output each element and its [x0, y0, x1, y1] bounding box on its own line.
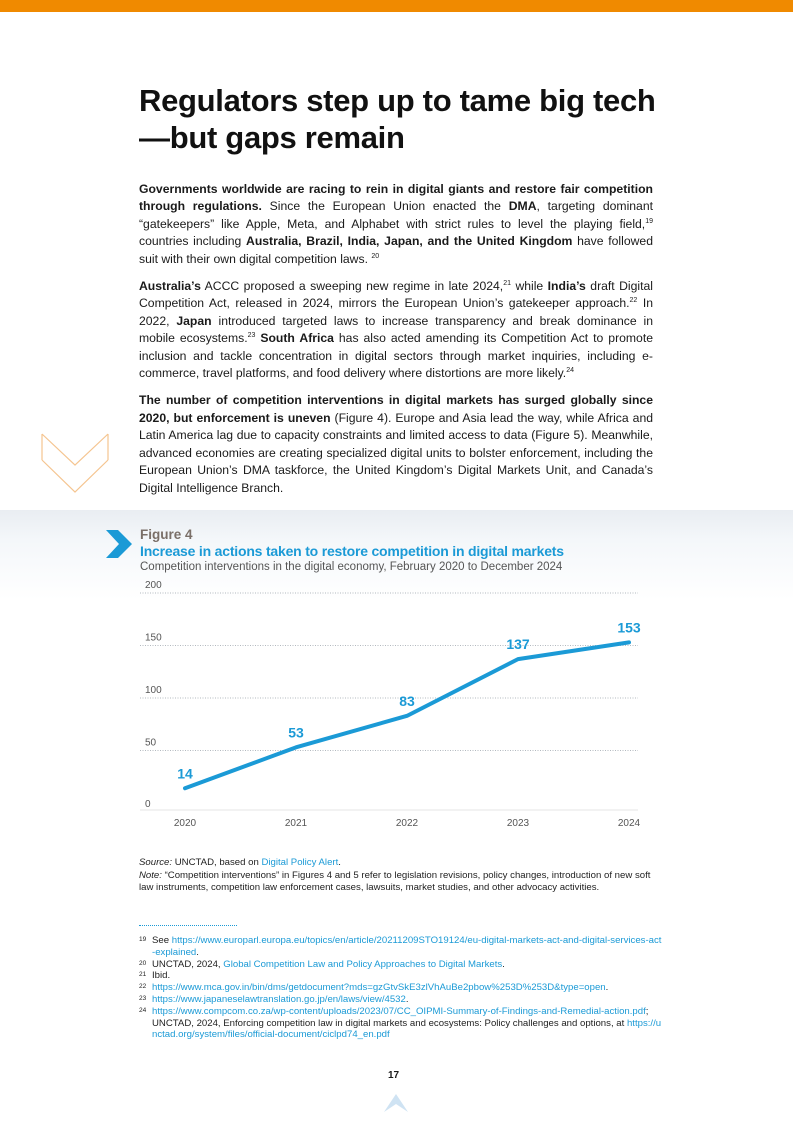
footnote-ref: 20 — [371, 252, 380, 260]
source-text: UNCTAD, based on — [172, 857, 262, 868]
figure-notes — [139, 857, 659, 895]
text-run: introduced targeted laws to increase transparency and break dominance in mobile ecosystems. — [139, 313, 653, 346]
footnote-ref: 24 — [566, 367, 574, 375]
footnote — [139, 982, 664, 994]
text-run: DMA — [508, 199, 537, 214]
note-text: “Competition interventions” in Figures 4 and 5 refer to legislation revisions, policy changes, introduction of new soft law instruments, competition law enforcement cases, lawsuits, market studies, and other advocacy activities. — [139, 869, 651, 894]
data-label: 53 — [288, 724, 304, 741]
footnote-text: See — [152, 935, 172, 946]
footnote-text: ; UNCTAD, 2024, Enforcing competition law in digital markets and ecosystems: Policy challenges and options, at — [152, 1005, 649, 1029]
footnote-number: 23 — [139, 994, 147, 1002]
text-run: Australia’s — [139, 279, 201, 294]
figure-label: Figure 4 — [140, 527, 193, 542]
text-run: Japan — [176, 313, 212, 328]
footnote-number: 22 — [139, 983, 147, 991]
footnote-link[interactable]: https://www.compcom.co.za/wp-content/uploads/2023/07/CC_OIPMI-Summary-of-Findings-and-Remedial-action.pdf — [152, 1005, 646, 1017]
footnote — [139, 959, 664, 971]
source-label: Source: — [139, 857, 173, 868]
text-run: ACCC proposed a sweeping new regime in late 2024, — [200, 279, 504, 294]
footnote-ref: 19 — [645, 217, 653, 225]
text-run: Governments worldwide are racing to rein in digital giants and restore fair competition through regulations. — [139, 182, 653, 214]
footnote-text: UNCTAD, 2024, — [152, 958, 224, 970]
source-end: . — [338, 857, 341, 868]
data-label: 83 — [399, 692, 415, 709]
footnote — [139, 935, 664, 959]
text-run: countries including — [139, 234, 247, 249]
text-run: have followed suit with their own digital competition laws. — [139, 234, 653, 266]
page-title: Regulators step up to tame big tech—but gaps remain — [139, 83, 656, 155]
text-run: The number of competition interventions in digital markets has surged globally since 2020, but enforcement is uneven — [139, 393, 653, 425]
footnote-number: 19 — [139, 936, 147, 943]
data-label: 14 — [177, 765, 193, 782]
text-run: Since the European Union enacted the — [261, 199, 509, 214]
x-tick-label: 2022 — [395, 818, 419, 829]
text-run: Australia, Brazil, India, Japan, and the United Kingdom — [246, 234, 573, 249]
figure-subtitle: Competition interventions in the digital economy, February 2020 to December 2024 — [140, 561, 563, 573]
x-tick-label: 2024 — [617, 818, 641, 829]
text-run: South Africa — [260, 331, 334, 346]
text-run: , targeting dominant “gatekeepers” like Apple, Meta, and Alphabet with strict rules to level the playing field, — [139, 199, 653, 231]
footnotes — [139, 935, 664, 1041]
footnote-text: . — [605, 982, 609, 994]
x-tick-label: 2023 — [506, 818, 530, 829]
footnote-ref: 22 — [629, 297, 638, 305]
text-run: In 2022, — [139, 296, 653, 328]
text-run: India’s — [547, 279, 586, 294]
y-tick-label: 0 — [145, 799, 151, 810]
footnote — [139, 1006, 664, 1041]
x-tick-label: 2021 — [284, 818, 308, 829]
footnote-link[interactable]: https://www.mca.gov.in/bin/dms/getdocument?mds=gzGtvSkE3zlVhAuBe2pbow%253D%253D&type=open — [152, 982, 606, 994]
footnote-text: . — [502, 958, 505, 970]
series-line — [185, 642, 629, 788]
footnote-text: Ibid. — [152, 970, 171, 982]
text-run: while — [510, 279, 548, 294]
footnote-number: 24 — [139, 1006, 147, 1014]
y-tick-label: 50 — [145, 737, 157, 749]
y-tick-label: 200 — [145, 580, 162, 591]
y-tick-label: 150 — [145, 632, 162, 644]
text-run: draft Digital Competition Act, released in 2024, mirrors the European Union’s gatekeeper approach. — [139, 279, 653, 311]
text-run: (Figure 4). Europe and Asia lead the way, while Africa and Latin America lag due to capacity constraints and limited access to data (Figure 5). Meanwhile, advanced economies are creating specialized digital units to bolster enforcement, including the European Union’s DMA taskforce, the United Kingdom’s Digital Markets Unit, and Canada’s Digital Intelligence Branch. — [139, 410, 654, 495]
footnote-ref: 23 — [247, 332, 256, 340]
chevron-up-icon — [384, 1090, 408, 1112]
footnote-link[interactable]: https://www.europarl.europa.eu/topics/en/article/20211209STO19124/eu-digital-markets-act-and-digital-services-act-explained — [152, 935, 662, 958]
data-label: 153 — [617, 619, 641, 636]
note-label: Note: — [139, 869, 162, 881]
y-tick-label: 100 — [145, 685, 162, 696]
text-run: has also acted amending its Competition Act to promote inclusion and tackle concentration in digital sectors through market inquiries, including e-commerce, travel platforms, and food delivery where distortions are more likely. — [139, 331, 653, 381]
footnote-separator — [139, 925, 237, 926]
footnote-link[interactable]: https://unctad.org/system/files/official-document/ciclpd74_en.pdf — [152, 1017, 662, 1041]
footnote — [139, 970, 664, 982]
footnote-link[interactable]: Global Competition Law and Policy Approaches to Digital Markets — [223, 958, 503, 970]
footnote — [139, 994, 664, 1006]
figure-title: Increase in actions taken to restore competition in digital markets — [140, 543, 564, 559]
data-label: 137 — [506, 636, 530, 653]
footnote-ref: 21 — [503, 280, 511, 288]
source-link[interactable]: Digital Policy Alert — [261, 857, 339, 868]
footnote-link[interactable]: https://www.japaneselawtranslation.go.jp/en/laws/view/4532 — [152, 993, 406, 1005]
footnote-number: 21 — [139, 971, 147, 979]
footnote-text: . — [196, 946, 199, 958]
footnote-number: 20 — [139, 959, 147, 967]
page-number: 17 — [388, 1070, 400, 1081]
x-tick-label: 2020 — [173, 818, 197, 829]
footnote-text: . — [405, 993, 409, 1005]
